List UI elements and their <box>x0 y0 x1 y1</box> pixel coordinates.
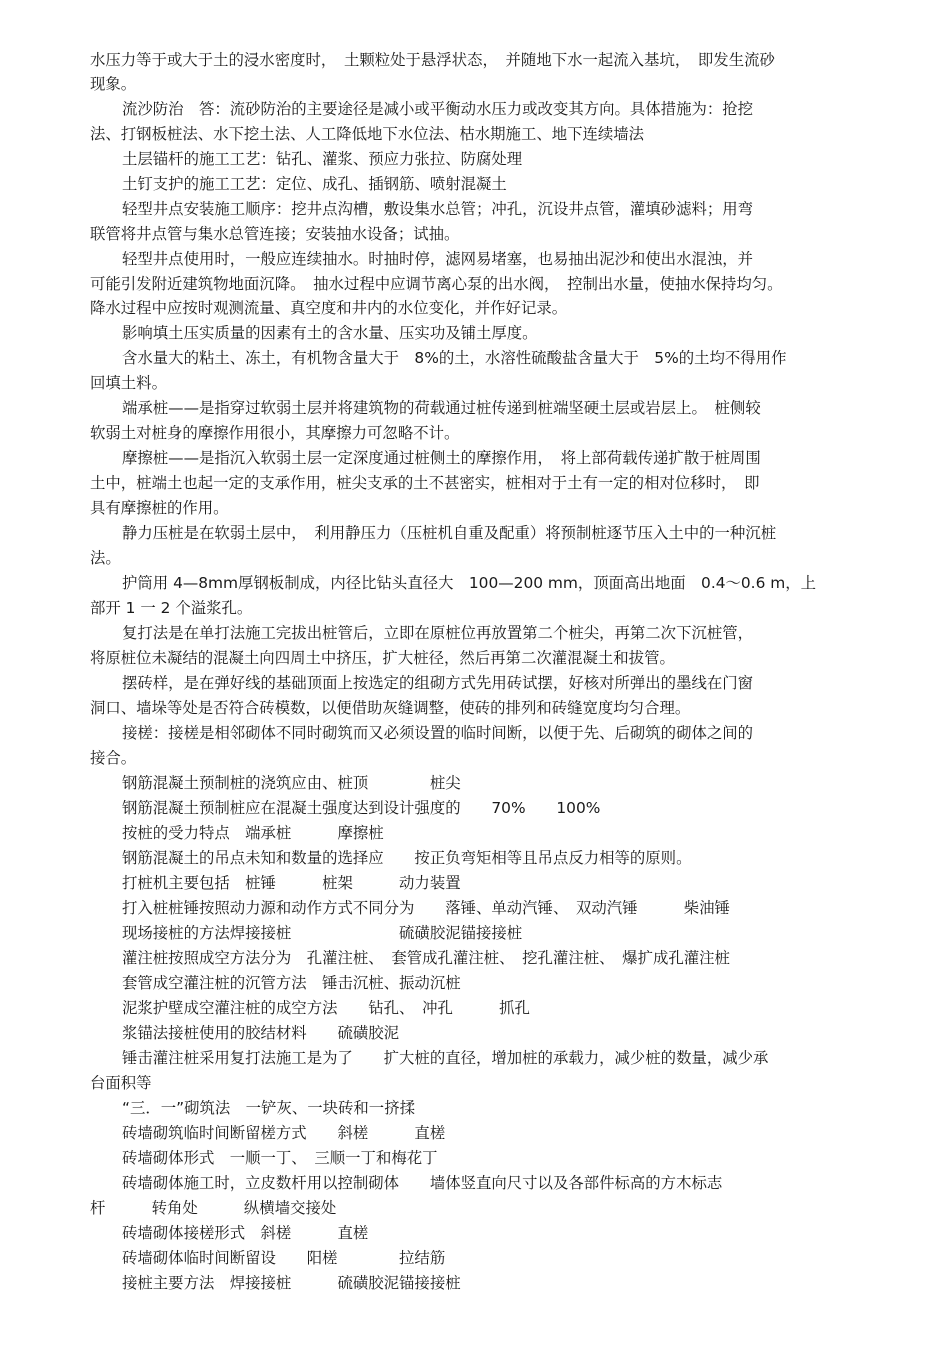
paragraph-line: 影响填土压实质量的因素有土的含水量、压实功及铺土厚度。 <box>122 324 538 342</box>
qa-line: 砖墙砌体形式 一顺一丁、 三顺一丁和梅花丁 <box>122 1149 438 1167</box>
qa-line: 钢筋混凝土的吊点未知和数量的选择应 按正负弯矩相等且吊点反力相等的原则。 <box>122 849 692 867</box>
text-line: 现象。 <box>90 75 137 93</box>
text-line: 水压力等于或大于土的浸水密度时， 土颗粒处于悬浮状态， 并随地下水一起流入基坑， 即发生流砂 <box>90 51 775 69</box>
paragraph-line: 土层锚杆的施工工艺：钻孔、灌浆、预应力张拉、防腐处理 <box>122 150 523 168</box>
qa-line: 砖墙砌体接槎形式 斜槎 直槎 <box>122 1224 369 1242</box>
qa-line: 按桩的受力特点 端承桩 摩擦桩 <box>122 824 384 842</box>
qa-line: 接桩主要方法 焊接接桩 硫磺胶泥锚接接桩 <box>122 1274 461 1292</box>
text-line: 洞口、墙垛等处是否符合砖模数，以便借助灰缝调整，使砖的排列和砖缝宽度均匀合理。 <box>90 699 691 717</box>
qa-line: 砖墙砌体临时间断留设 阳槎 拉结筋 <box>122 1249 446 1267</box>
paragraph-line: 含水量大的粘土、冻土，有机物含量大于 8%的土，水溶性硫酸盐含量大于 5%的土均不得用作 <box>122 349 787 367</box>
qa-line: 现场接桩的方法焊接接桩 硫磺胶泥锚接接桩 <box>122 924 523 942</box>
text-line: 降水过程中应按时观测流量、真空度和井内的水位变化，并作好记录。 <box>90 299 568 317</box>
qa-line: 灌注桩按照成空方法分为 孔灌注桩、 套管成孔灌注桩、 挖孔灌注桩、 爆扩成孔灌注桩 <box>122 949 730 967</box>
qa-line: 打桩机主要包括 桩锤 桩架 动力装置 <box>122 874 461 892</box>
paragraph-line: 流沙防治 答：流砂防治的主要途径是减小或平衡动水压力或改变其方向。具体措施为：抢挖 <box>122 100 754 118</box>
paragraph-line: 轻型井点安装施工顺序：挖井点沟槽，敷设集水总管；冲孔，沉设井点管，灌填砂滤料；用弯 <box>122 200 754 218</box>
qa-line: 套管成空灌注桩的沉管方法 锤击沉桩、振动沉桩 <box>122 974 461 992</box>
qa-line: 钢筋混凝土预制桩的浇筑应由、桩顶 桩尖 <box>122 774 461 792</box>
paragraph-line: 端承桩——是指穿过软弱土层并将建筑物的荷载通过桩传递到桩端坚硬土层或岩层上。 桩侧较 <box>122 399 761 417</box>
qa-line: 砖墙砌筑临时间断留槎方式 斜槎 直槎 <box>122 1124 446 1142</box>
paragraph-line: 接槎：接槎是相邻砌体不同时砌筑而又必须设置的临时间断，以便于先、后砌筑的砌体之间的 <box>122 724 754 742</box>
paragraph-line: 摩擦桩——是指沉入软弱土层一定深度通过桩侧土的摩擦作用， 将上部荷载传递扩散于桩周围 <box>122 449 761 467</box>
text-line: 台面积等 <box>90 1074 152 1092</box>
text-line: 可能引发附近建筑物地面沉降。 抽水过程中应调节离心泵的出水阀， 控制出水量，使抽水保持均匀。 <box>90 275 783 293</box>
qa-line: 浆锚法接桩使用的胶结材料 硫磺胶泥 <box>122 1024 400 1042</box>
paragraph-line: 摆砖样，是在弹好线的基础顶面上按选定的组砌方式先用砖试摆，好核对所弹出的墨线在门窗 <box>122 674 754 692</box>
text-line: 部开 1 一 2 个溢浆孔。 <box>90 599 253 617</box>
paragraph-line: 轻型井点使用时，一般应连续抽水。时抽时停，滤网易堵塞，也易抽出泥沙和使出水混浊，并 <box>122 250 754 268</box>
text-line: 法。 <box>90 549 121 567</box>
text-line: 软弱土对桩身的摩擦作用很小，其摩擦力可忽略不计。 <box>90 424 460 442</box>
qa-line: “三．一”砌筑法 一铲灰、一块砖和一挤揉 <box>122 1099 415 1117</box>
text-line: 回填土料。 <box>90 374 167 392</box>
qa-line: 泥浆护壁成空灌注桩的成空方法 钻孔、 冲孔 抓孔 <box>122 999 530 1017</box>
qa-line: 钢筋混凝土预制桩应在混凝土强度达到设计强度的 70% 100% <box>122 799 601 817</box>
paragraph-line: 护筒用 4—8mm厚钢板制成，内径比钻头直径大 100—200 mm，顶面高出地面 0.4～0.6 m，上 <box>122 574 817 592</box>
qa-line: 打入桩桩锤按照动力源和动作方式不同分为 落锤、单动汽锤、 双动汽锤 柴油锤 <box>122 899 730 917</box>
text-line: 具有摩擦桩的作用。 <box>90 499 229 517</box>
qa-line: 锤击灌注桩采用复打法施工是为了 扩大桩的直径，增加桩的承载力，减少桩的数量，减少承 <box>122 1049 769 1067</box>
text-line: 土中，桩端土也起一定的支承作用，桩尖支承的土不甚密实，桩相对于土有一定的相对位移时， 即 <box>90 474 760 492</box>
paragraph-line: 静力压桩是在软弱土层中， 利用静压力（压桩机自重及配重）将预制桩逐节压入土中的一种沉桩 <box>122 524 777 542</box>
text-line: 法、打钢板桩法、水下挖土法、人工降低地下水位法、枯水期施工、地下连续墙法 <box>90 125 645 143</box>
paragraph-line: 复打法是在单打法施工完拔出桩管后，立即在原桩位再放置第二个桩尖，再第二次下沉桩管， <box>122 624 754 642</box>
text-line: 联管将井点管与集水总管连接；安装抽水设备；试抽。 <box>90 225 460 243</box>
qa-line: 砖墙砌体施工时，立皮数杆用以控制砌体 墙体竖直向尺寸以及各部件标高的方木标志 <box>122 1174 723 1192</box>
text-line: 接合。 <box>90 749 137 767</box>
text-line: 将原桩位未凝结的混凝土向四周土中挤压，扩大桩径，然后再第二次灌混凝土和拔管。 <box>90 649 675 667</box>
paragraph-line: 土钉支护的施工工艺：定位、成孔、插钢筋、喷射混凝土 <box>122 175 507 193</box>
text-line: 杆 转角处 纵横墙交接处 <box>90 1199 337 1217</box>
